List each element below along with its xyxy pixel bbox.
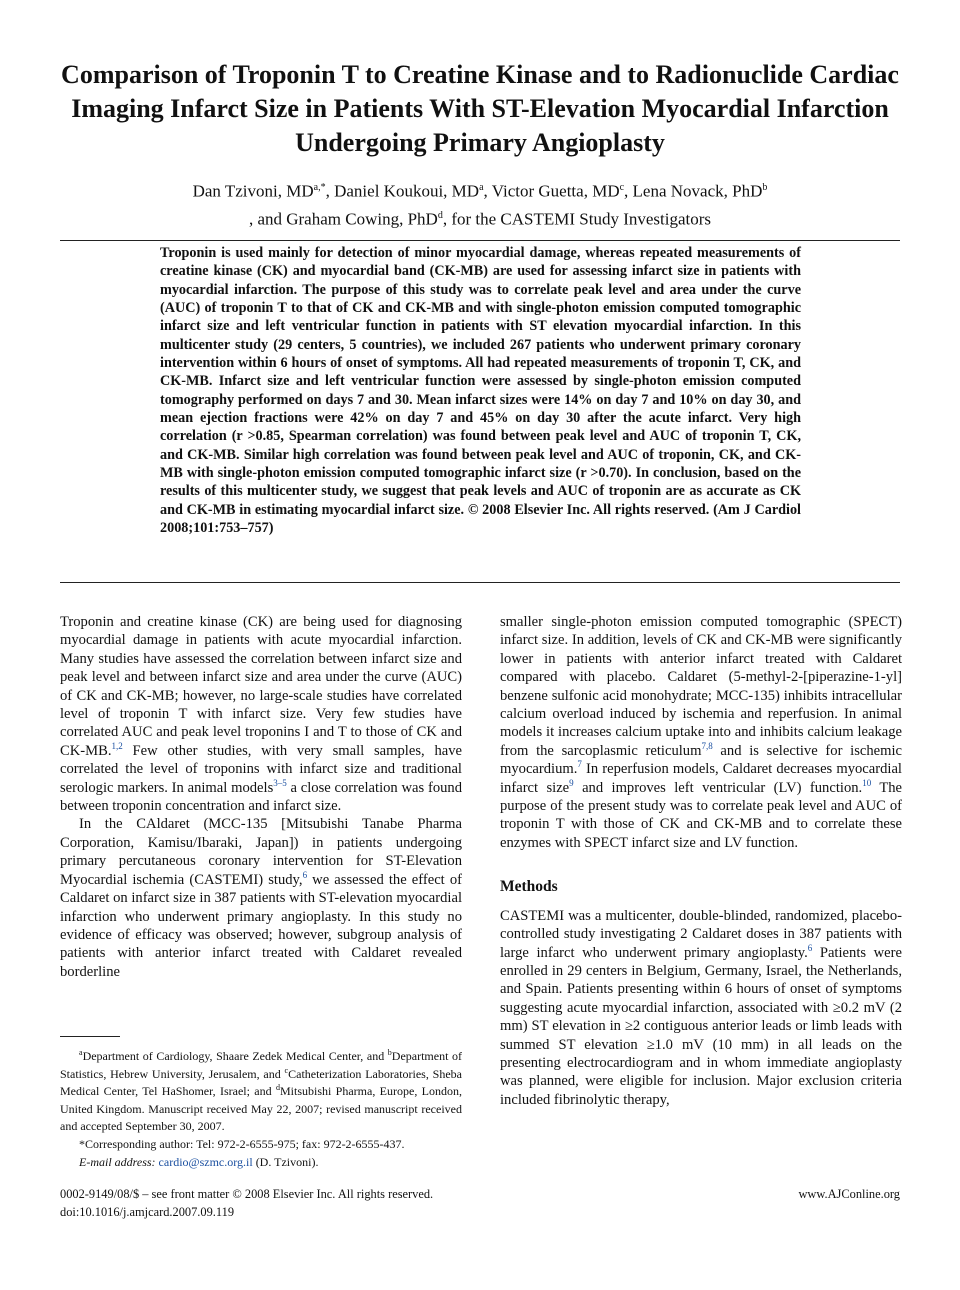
doi-line[interactable]: doi:10.1016/j.amjcard.2007.09.119 <box>60 1204 235 1219</box>
journal-website-link[interactable]: www.AJConline.org <box>798 1187 900 1201</box>
author-affiliation: b <box>762 182 768 193</box>
page-footer-right <box>798 1186 900 1204</box>
page-footer-left <box>60 1186 433 1221</box>
footnote-rule <box>60 1036 120 1037</box>
author-affiliation: c <box>619 182 625 193</box>
body-paragraph: In the CAldaret (MCC-135 [Mitsubishi Tanabe Pharma Corporation, Kamisu/Ibaraki, Japan]) in patients undergoing primary percutaneous coronary intervention for ST-Elevation Myocardial ischemia (CASTEMI) study,$^6$ we assessed the effect of Caldaret on infarct size in 387 patients with ST-elevation myocardial infarction who underwent primary angioplasty. In this study no evidence of efficacy was observed; however, subgroup analysis of patients with anterior infarct treated with Caldaret revealed borderline <box>60 816 462 980</box>
author-affiliation: a <box>479 182 484 193</box>
author-name: Dan Tzivoni, MD <box>192 181 314 201</box>
citation-link[interactable]: 7,8 <box>701 740 713 751</box>
citation-link[interactable]: 10 <box>862 777 872 788</box>
author-name: , Daniel Koukoui, MD <box>325 181 480 201</box>
section-heading-methods: Methods <box>500 878 558 896</box>
abstract-top-rule <box>60 240 900 241</box>
author-name: , Victor Guetta, MD <box>483 181 620 201</box>
author-affiliation: d <box>437 209 443 221</box>
author-list <box>40 176 920 231</box>
email-line: E-mail address: cardio@szmc.org.il (D. Tzivoni). <box>79 1154 319 1169</box>
author-name: , and Graham Cowing, PhD <box>248 209 438 229</box>
citation-link[interactable]: 7 <box>577 759 582 770</box>
abstract: Troponin is used mainly for detection of minor myocardial damage, whereas repeated measurements of creatine kinase (CK) and myocardial band (CK-MB) are used for assessing infarct size in patients with myocardial infarction. The purpose of this study was to correlate peak level and area under the curve (AUC) of troponin T to that of CK and CK-MB and with single-photon emission computed tomographic infarct size and left ventricular function in patients with ST elevation myocardial infarction. In this multicenter study (29 centers, 5 countries), we included 267 patients who underwent primary coronary intervention within 6 hours of onset of symptoms. All had repeated measurements of troponin T, CK, and CK-MB. Infarct size and left ventricular function were assessed by single-photon emission computed tomography performed on days 7 and 30. Mean infarct sizes were 14% on day 7 and 10% on day 30, and mean ejection fractions were 42% on day 7 and 45% on day 30 after the acute infarct. Very high correlation (r >0.85, Spearman correlation) was found between peak level and AUC of troponin T, CK, and CK-MB. Similar high correlation was found between peak level and AUC of troponin, CK, and CK-MB with single-photon emission computed tomographic infarct size (r >0.70). In conclusion, based on the results of this multicenter study, we suggest that peak levels and AUC of troponin are as accurate as CK and CK-MB in estimating myocardial infarct size. © 2008 Elsevier Inc. All rights reserved. (Am J Cardiol 2008;101:753–757) <box>160 245 801 537</box>
author-name: , Lena Novack, PhD <box>624 181 763 201</box>
affiliation-footnote: $^a$Department of Cardiology, Shaare Zedek Medical Center, and $^b$Department of Statistics, Hebrew University, Jerusalem, and $^c$Catheterization Laboratories, Sheba Medical Center, Tel HaShomer, Israel; and $^d$Mitsubishi Pharma, Europe, London, United Kingdom. Manuscript received May 22, 2007; revised manuscript received and accepted September 30, 2007. <box>60 1048 462 1134</box>
corresponding-author: *Corresponding author: Tel: 972-2-6555-975; fax: 972-2-6555-437. <box>79 1136 405 1151</box>
citation-link[interactable]: 9 <box>569 777 574 788</box>
citation-link[interactable]: 6 <box>807 942 813 953</box>
body-paragraph: smaller single-photon emission computed tomographic (SPECT) infarct size. In addition, levels of CK and CK-MB were significantly lower in patients with anterior infarct treated with Caldaret compared with placebo. Caldaret (5-methyl-2-[piperazine-1-yl] benzene sulfonic acid monohydrate; MCC-135) inhibits intracellular calcium overload induced by ischemia and reperfusion. In animal models it increases calcium uptake into and inhibits calcium leakage from the sarcoplasmic reticulum$^{7,8}$ and is selective for ischemic myocardium.$^7$ In reperfusion models, Caldaret decreases myocardial infarct size$^9$ and improves left ventricular (LV) function.$^{10}$ The purpose of the present study was to correlate peak level and AUC of troponin T with those of CK and CK-MB and to correlate these enzymes with SPECT infarct size and LV function. <box>500 614 903 851</box>
issn-line: 0002-9149/08/$ – see front matter © 2008 Elsevier Inc. All rights reserved. <box>60 1187 434 1201</box>
author-affiliation: a,* <box>313 182 326 193</box>
right-column <box>500 613 902 1109</box>
email-label: E-mail address: <box>79 1154 156 1169</box>
citation-link[interactable]: 3–5 <box>273 777 287 788</box>
citation-link[interactable]: 6 <box>302 869 308 880</box>
body-paragraph: CASTEMI was a multicenter, double-blinded, randomized, placebo-controlled study investigating 2 Caldaret doses in 387 patients with large infarct who underwent primary angioplasty.$^6$ Patients were enrolled in 29 centers in Belgium, Germany, Israel, the Netherlands, and Spain. Patients presenting within 6 hours of onset of symptoms suggesting acute myocardial infarction, associated with ≥0.2 mV (2 mm) ST elevation in ≥2 contiguous anterior leads or limb leads with summed ST elevation ≥1.0 mV (10 mm) in all leads on the presenting electrocardiogram and in whom immediate angioplasty was planned, were eligible for inclusion. Major exclusion criteria included fibrinolytic therapy, <box>500 907 902 1108</box>
body-paragraph: Troponin and creatine kinase (CK) are being used for diagnosing myocardial damage in patients with acute myocardial infarction. Many studies have assessed the correlation between infarct size and peak level and between infarct size and area under the curve (AUC) of CK and CK-MB; however, no large-scale studies have correlated level of troponin T with infarct size. Very few studies have correlated AUC and peak level troponins I and T to those of CK and CK-MB.$^{1,2}$ Few other studies, with very small samples, have correlated the level of troponins with infarct size and traditional serologic markers. In animal models$^{3-5}$ a close correlation was found between troponin concentration and infarct size. <box>60 614 463 815</box>
footnotes <box>60 1048 462 1171</box>
left-column <box>60 613 462 981</box>
citation-link[interactable]: 1,2 <box>111 740 123 751</box>
email-link[interactable]: cardio@szmc.org.il <box>158 1154 253 1169</box>
author-group: , for the CASTEMI Study Investigators <box>442 209 712 229</box>
article-title: Comparison of Troponin T to Creatine Kinase and to Radionuclide Cardiac Imaging Infarct Size in Patients With ST-Elevation Myocardial Infarction Undergoing Primary Angioplasty <box>61 60 899 157</box>
abstract-bottom-rule <box>60 582 900 583</box>
